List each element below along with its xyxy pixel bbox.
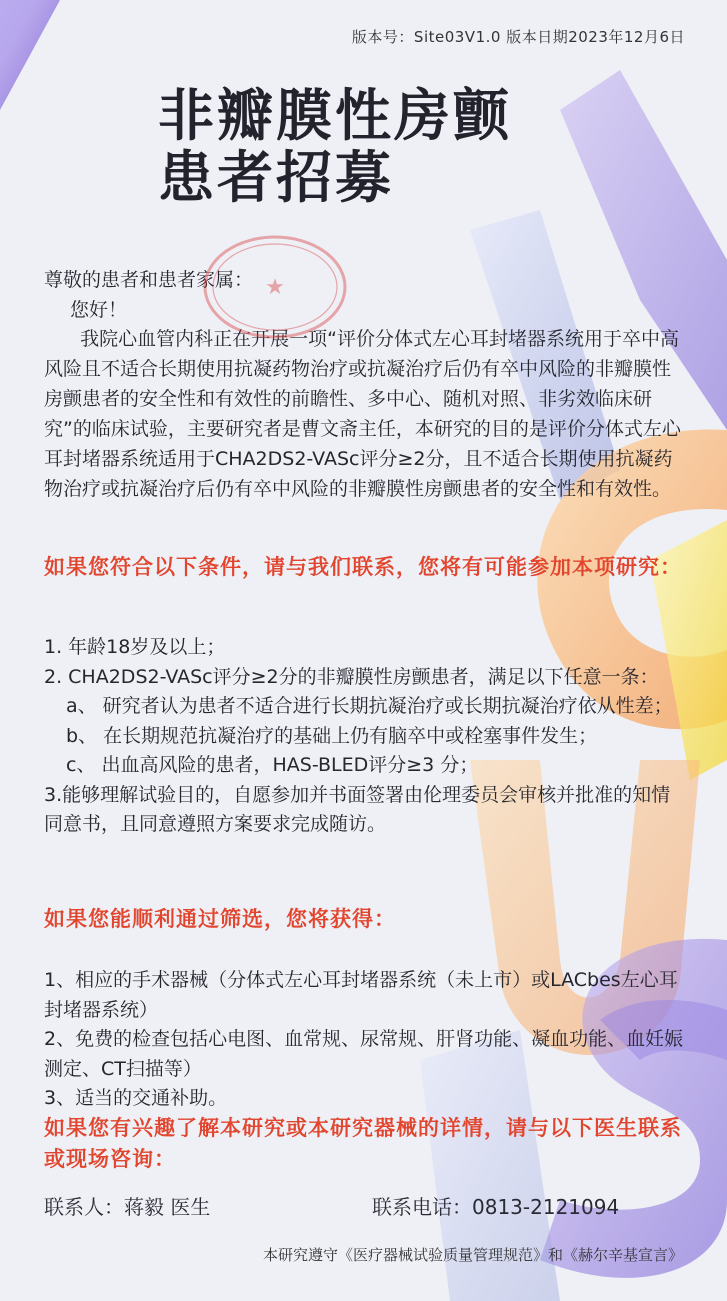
intro-paragraph: 我院心血管内科正在开展一项“评价分体式左心耳封堵器系统用于卒中高风险且不适合长期使用抗凝药物治疗或抗凝治疗后仍有卒中风险的非瓣膜性房颤患者的安全性和有效性的前瞻性、多中心、随机对照、非劣效临床研究”的临床试验，主要研究者是曹文斋主任，本研究的目的是评价分体式左心耳封堵器系统适用于CHA2DS2-VASc评分≥2分，且不适合长期使用抗凝药物治疗或抗凝治疗后仍有卒中风险的非瓣膜性房颤患者的安全性和有效性。 — [44, 328, 681, 500]
criteria-item-2: 2. CHA2DS2-VASc评分≥2分的非瓣膜性房颤患者，满足以下任意一条： — [44, 665, 659, 688]
benefit-item-1: 1、相应的手术器械（分体式左心耳封堵器系统（未上市）或LACbes左心耳封堵器系统） — [44, 969, 678, 1021]
criteria-item-2b: b、 在长期规范抗凝治疗的基础上仍有脑卒中或栓塞事件发生； — [66, 724, 598, 747]
title-line-2: 患者招募 — [158, 146, 394, 211]
benefit-item-3: 3、适当的交通补助。 — [44, 1087, 228, 1109]
benefit-item-2: 2、免费的检查包括心电图、血常规、尿常规、肝肾功能、凝血功能、血妊娠测定、CT扫描等） — [44, 1028, 684, 1080]
official-stamp — [200, 232, 350, 342]
criteria-item-2a: a、 研究者认为患者不适合进行长期抗凝治疗或长期抗凝治疗依从性差； — [66, 695, 673, 717]
title-line-1: 非瓣膜性房颤 — [158, 84, 512, 149]
contact-person: 联系人：蒋毅 医生 — [44, 1195, 211, 1219]
greeting: 尊敬的患者和患者家属： — [44, 269, 254, 291]
contact-phone[interactable]: 联系电话：0813-2121094 — [372, 1195, 620, 1219]
criteria-item-2c: c、 出血高风险的患者，HAS-BLED评分≥3 分； — [66, 754, 479, 776]
contact-heading: 如果您有兴趣了解本研究或本研究器械的详情，请与以下医生联系或现场咨询： — [44, 1116, 682, 1171]
criteria-item-3: 3.能够理解试验目的，自愿参加并书面签署由伦理委员会审核并批准的知情同意书，且同意遵照方案要求完成随访。 — [44, 783, 671, 835]
page-title — [158, 86, 512, 210]
hello: 您好！ — [70, 299, 128, 321]
criteria-list — [44, 633, 684, 840]
criteria-item-1: 1. 年龄18岁及以上； — [44, 636, 226, 658]
svg-text:★: ★ — [265, 275, 285, 300]
version-info: 版本号：Site03V1.0 版本日期2023年12月6日 — [351, 28, 685, 46]
benefits-heading: 如果您能顺利通过筛选，您将获得： — [44, 907, 396, 931]
criteria-heading: 如果您符合以下条件，请与我们联系，您将有可能参加本项研究： — [44, 555, 682, 579]
footer-note: 本研究遵守《医疗器械试验质量管理规范》和《赫尔辛基宣言》 — [262, 1246, 683, 1264]
benefits-list — [44, 966, 684, 1114]
